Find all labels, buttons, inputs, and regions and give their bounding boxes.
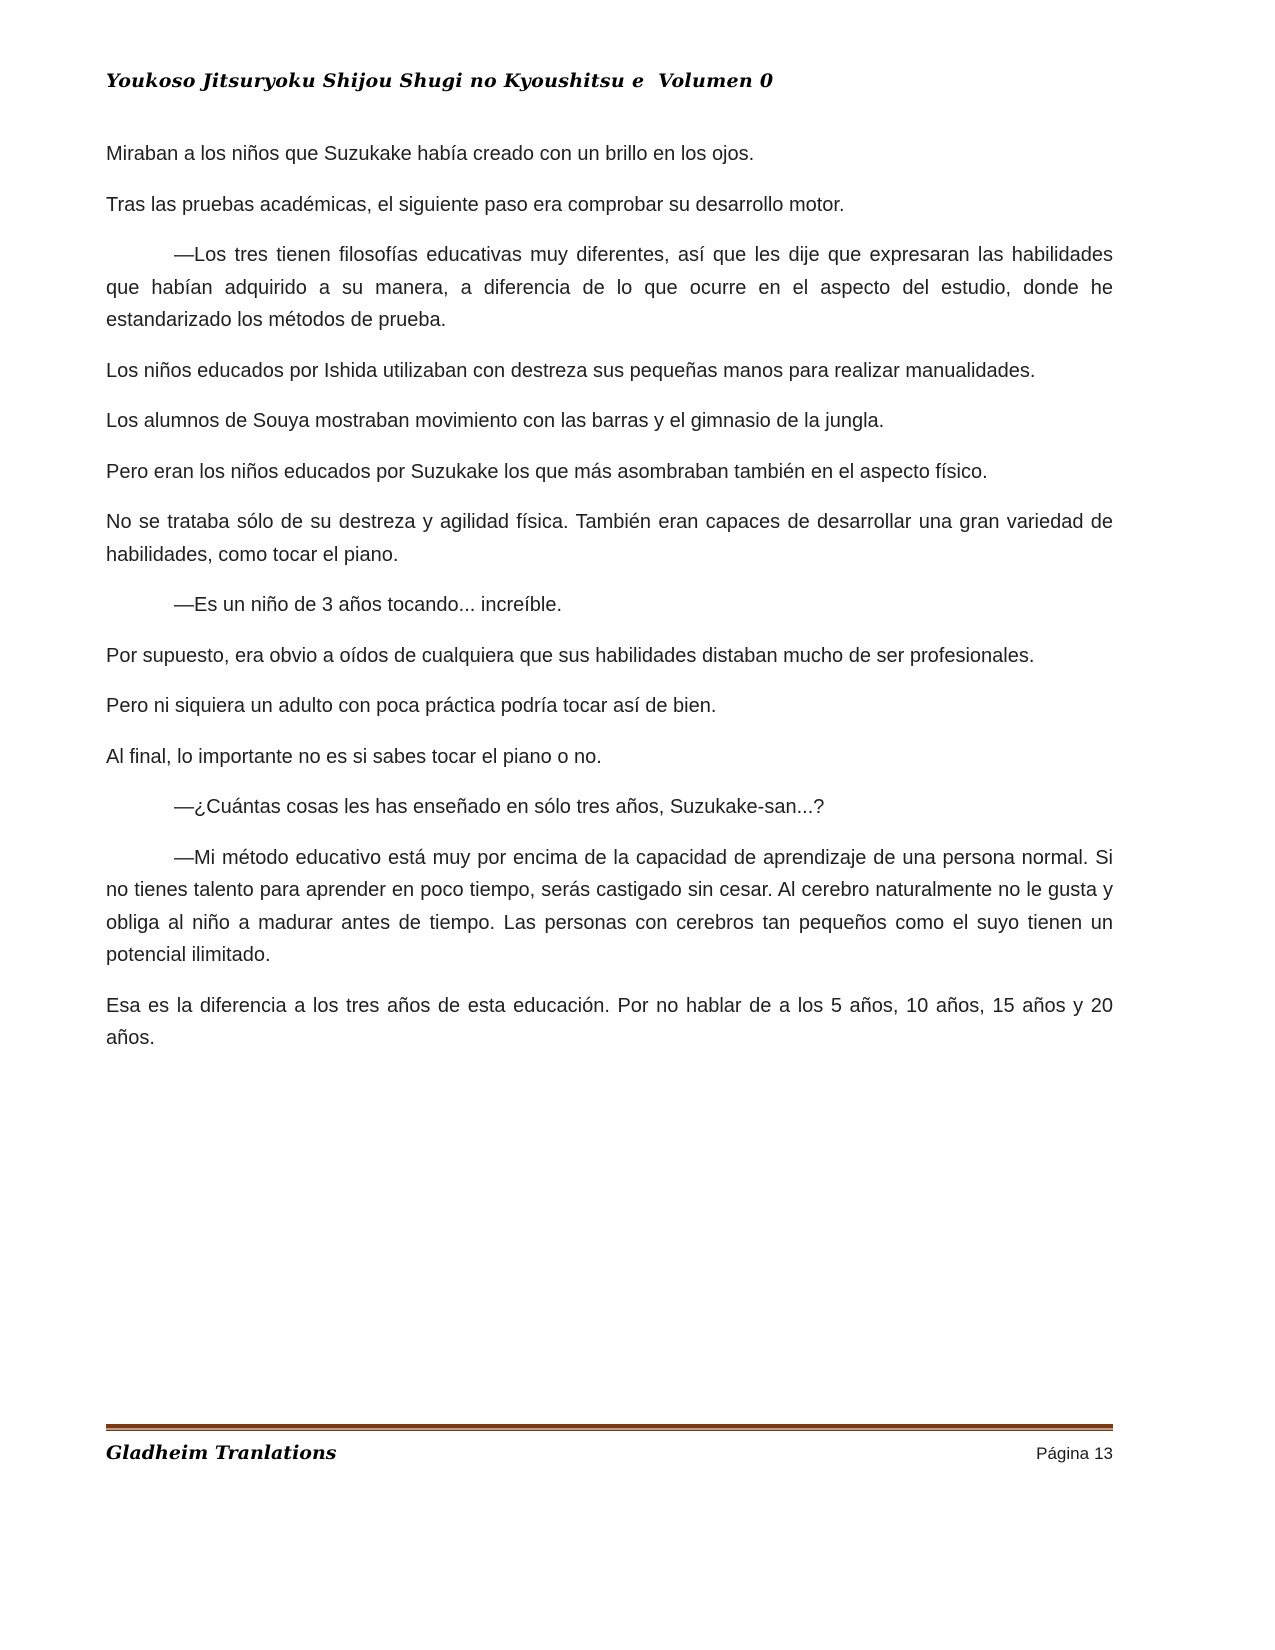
footer-page-number: 13 bbox=[1094, 1444, 1113, 1463]
paragraph: —Es un niño de 3 años tocando... increíble. bbox=[174, 594, 563, 616]
header-title: Youkoso Jitsuryoku Shijou Shugi no Kyoushitsu e Volumen 0 bbox=[106, 70, 774, 92]
paragraph: Esa es la diferencia a los tres años de esta educación. Por no hablar de a los 5 años, 10 años, 15 años y 20 años. bbox=[106, 994, 1113, 1049]
footer-rule bbox=[106, 1424, 1113, 1431]
footer-page-indicator bbox=[1036, 1444, 1113, 1464]
paragraph: —Los tres tienen filosofías educativas muy diferentes, así que les dije que expresaran las habilidades que habían adquirido a su manera, a diferencia de lo que ocurre en el aspecto del estudio, donde he estandarizado los métodos de prueba. bbox=[106, 244, 1113, 331]
paragraph: —¿Cuántas cosas les has enseñado en sólo tres años, Suzukake-san...? bbox=[174, 796, 825, 818]
footer-translator-credit: Gladheim Tranlations bbox=[106, 1442, 337, 1464]
paragraph: Pero eran los niños educados por Suzukake los que más asombraban también en el aspecto físico. bbox=[106, 460, 988, 483]
body-text bbox=[106, 138, 1113, 1073]
page-header bbox=[106, 70, 1113, 92]
paragraph: Al final, lo importante no es si sabes tocar el piano o no. bbox=[106, 745, 602, 768]
paragraph: —Mi método educativo está muy por encima de la capacidad de aprendizaje de una persona normal. Si no tienes talento para aprender en poco tiempo, serás castigado sin cesar. Al cerebro naturalmente no le gusta y obliga al niño a madurar antes de tiempo. Las personas con cerebros tan pequeños como el suyo tienen un potencial ilimitado. bbox=[106, 846, 1113, 966]
page-footer bbox=[106, 1424, 1113, 1464]
footer-row bbox=[106, 1442, 1113, 1464]
paragraph: Los niños educados por Ishida utilizaban con destreza sus pequeñas manos para realizar manualidades. bbox=[106, 359, 1036, 382]
paragraph: No se trataba sólo de su destreza y agilidad física. También eran capaces de desarrollar una gran variedad de habilidades, como tocar el piano. bbox=[106, 511, 1113, 566]
paragraph: Miraban a los niños que Suzukake había creado con un brillo en los ojos. bbox=[106, 143, 755, 165]
footer-page-label: Página bbox=[1036, 1444, 1090, 1463]
paragraph: Tras las pruebas académicas, el siguiente paso era comprobar su desarrollo motor. bbox=[106, 193, 845, 216]
paragraph: Pero ni siquiera un adulto con poca práctica podría tocar así de bien. bbox=[106, 695, 717, 717]
paragraph: Los alumnos de Souya mostraban movimiento con las barras y el gimnasio de la jungla. bbox=[106, 410, 885, 432]
paragraph: Por supuesto, era obvio a oídos de cualquiera que sus habilidades distaban mucho de ser profesionales. bbox=[106, 644, 1035, 667]
